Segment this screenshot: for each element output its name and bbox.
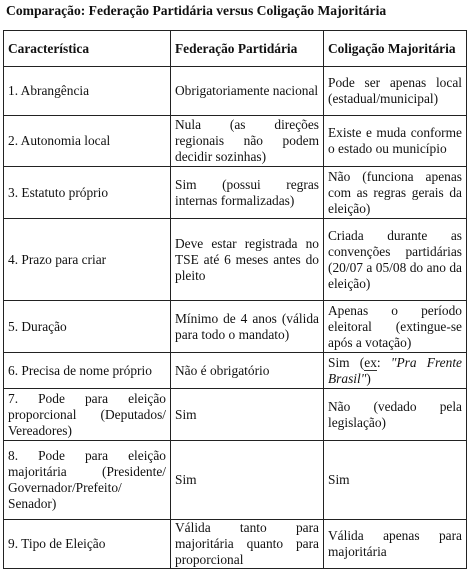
coligacao-cell: Pode ser apenas local (estadual/municipal) <box>324 67 467 116</box>
row-label: 9. Tipo de Eleição <box>4 520 171 569</box>
coligacao-cell: Sim <box>324 441 467 520</box>
table-row <box>4 116 467 167</box>
federacao-cell: Sim (possui regras internas formalizadas) <box>171 167 324 219</box>
table-row <box>4 353 467 389</box>
table-row <box>4 389 467 441</box>
table-row <box>4 441 467 520</box>
nome-text-colon: : <box>376 354 391 370</box>
federacao-cell: Não é obrigatório <box>171 353 324 389</box>
document-title: Comparação: Federação Partidária versus Coligação Majoritária <box>6 3 387 18</box>
example-name: "Pra Frente Brasil" <box>328 354 462 386</box>
header-federacao: Federação Partidária <box>171 31 324 67</box>
coligacao-cell: Não (funciona apenas com as regras gerais da eleição) <box>324 167 467 219</box>
coligacao-cell: Válida apenas para majoritária <box>324 520 467 569</box>
example-abbrev: ex <box>364 354 377 370</box>
coligacao-cell: Não (vedado pela legislação) <box>324 389 467 441</box>
row-label: 2. Autonomia local <box>4 116 171 167</box>
federacao-cell: Sim <box>171 389 324 441</box>
row-label: 1. Abrangência <box>4 67 171 116</box>
header-caracteristica: Característica <box>4 31 171 67</box>
row-label: 8. Pode para eleição majoritária (Presidente/ Governador/Prefeito/ Senador) <box>4 441 171 520</box>
federacao-cell: Obrigatoriamente nacional <box>171 67 324 116</box>
federacao-cell: Deve estar registrada no TSE até 6 meses antes do pleito <box>171 219 324 301</box>
header-row <box>4 31 467 67</box>
federacao-cell: Mínimo de 4 anos (válida para todo o mandato) <box>171 301 324 353</box>
federacao-cell: Válida tanto para majoritária quanto para proporcional <box>171 520 324 569</box>
table-row <box>4 520 467 569</box>
row-label: 5. Duração <box>4 301 171 353</box>
coligacao-cell <box>324 353 467 389</box>
comparison-table <box>3 30 467 569</box>
coligacao-cell: Existe e muda conforme o estado ou município <box>324 116 467 167</box>
table-row <box>4 301 467 353</box>
table-row <box>4 167 467 219</box>
header-coligacao: Coligação Majoritária <box>324 31 467 67</box>
row-label: 6. Precisa de nome próprio <box>4 353 171 389</box>
coligacao-cell: Apenas o período eleitoral (extingue-se após a votação) <box>324 301 467 353</box>
nome-text-suffix: ) <box>366 370 371 386</box>
row-label: 7. Pode para eleição proporcional (Deputados/ Vereadores) <box>4 389 171 441</box>
nome-text-prefix: Sim ( <box>328 354 365 370</box>
row-label: 4. Prazo para criar <box>4 219 171 301</box>
federacao-cell: Sim <box>171 441 324 520</box>
coligacao-cell: Criada durante as convenções partidárias (20/07 a 05/08 do ano da eleição) <box>324 219 467 301</box>
row-label: 3. Estatuto próprio <box>4 167 171 219</box>
federacao-cell: Nula (as direções regionais não podem decidir sozinhas) <box>171 116 324 167</box>
table-row <box>4 67 467 116</box>
table-row <box>4 219 467 301</box>
